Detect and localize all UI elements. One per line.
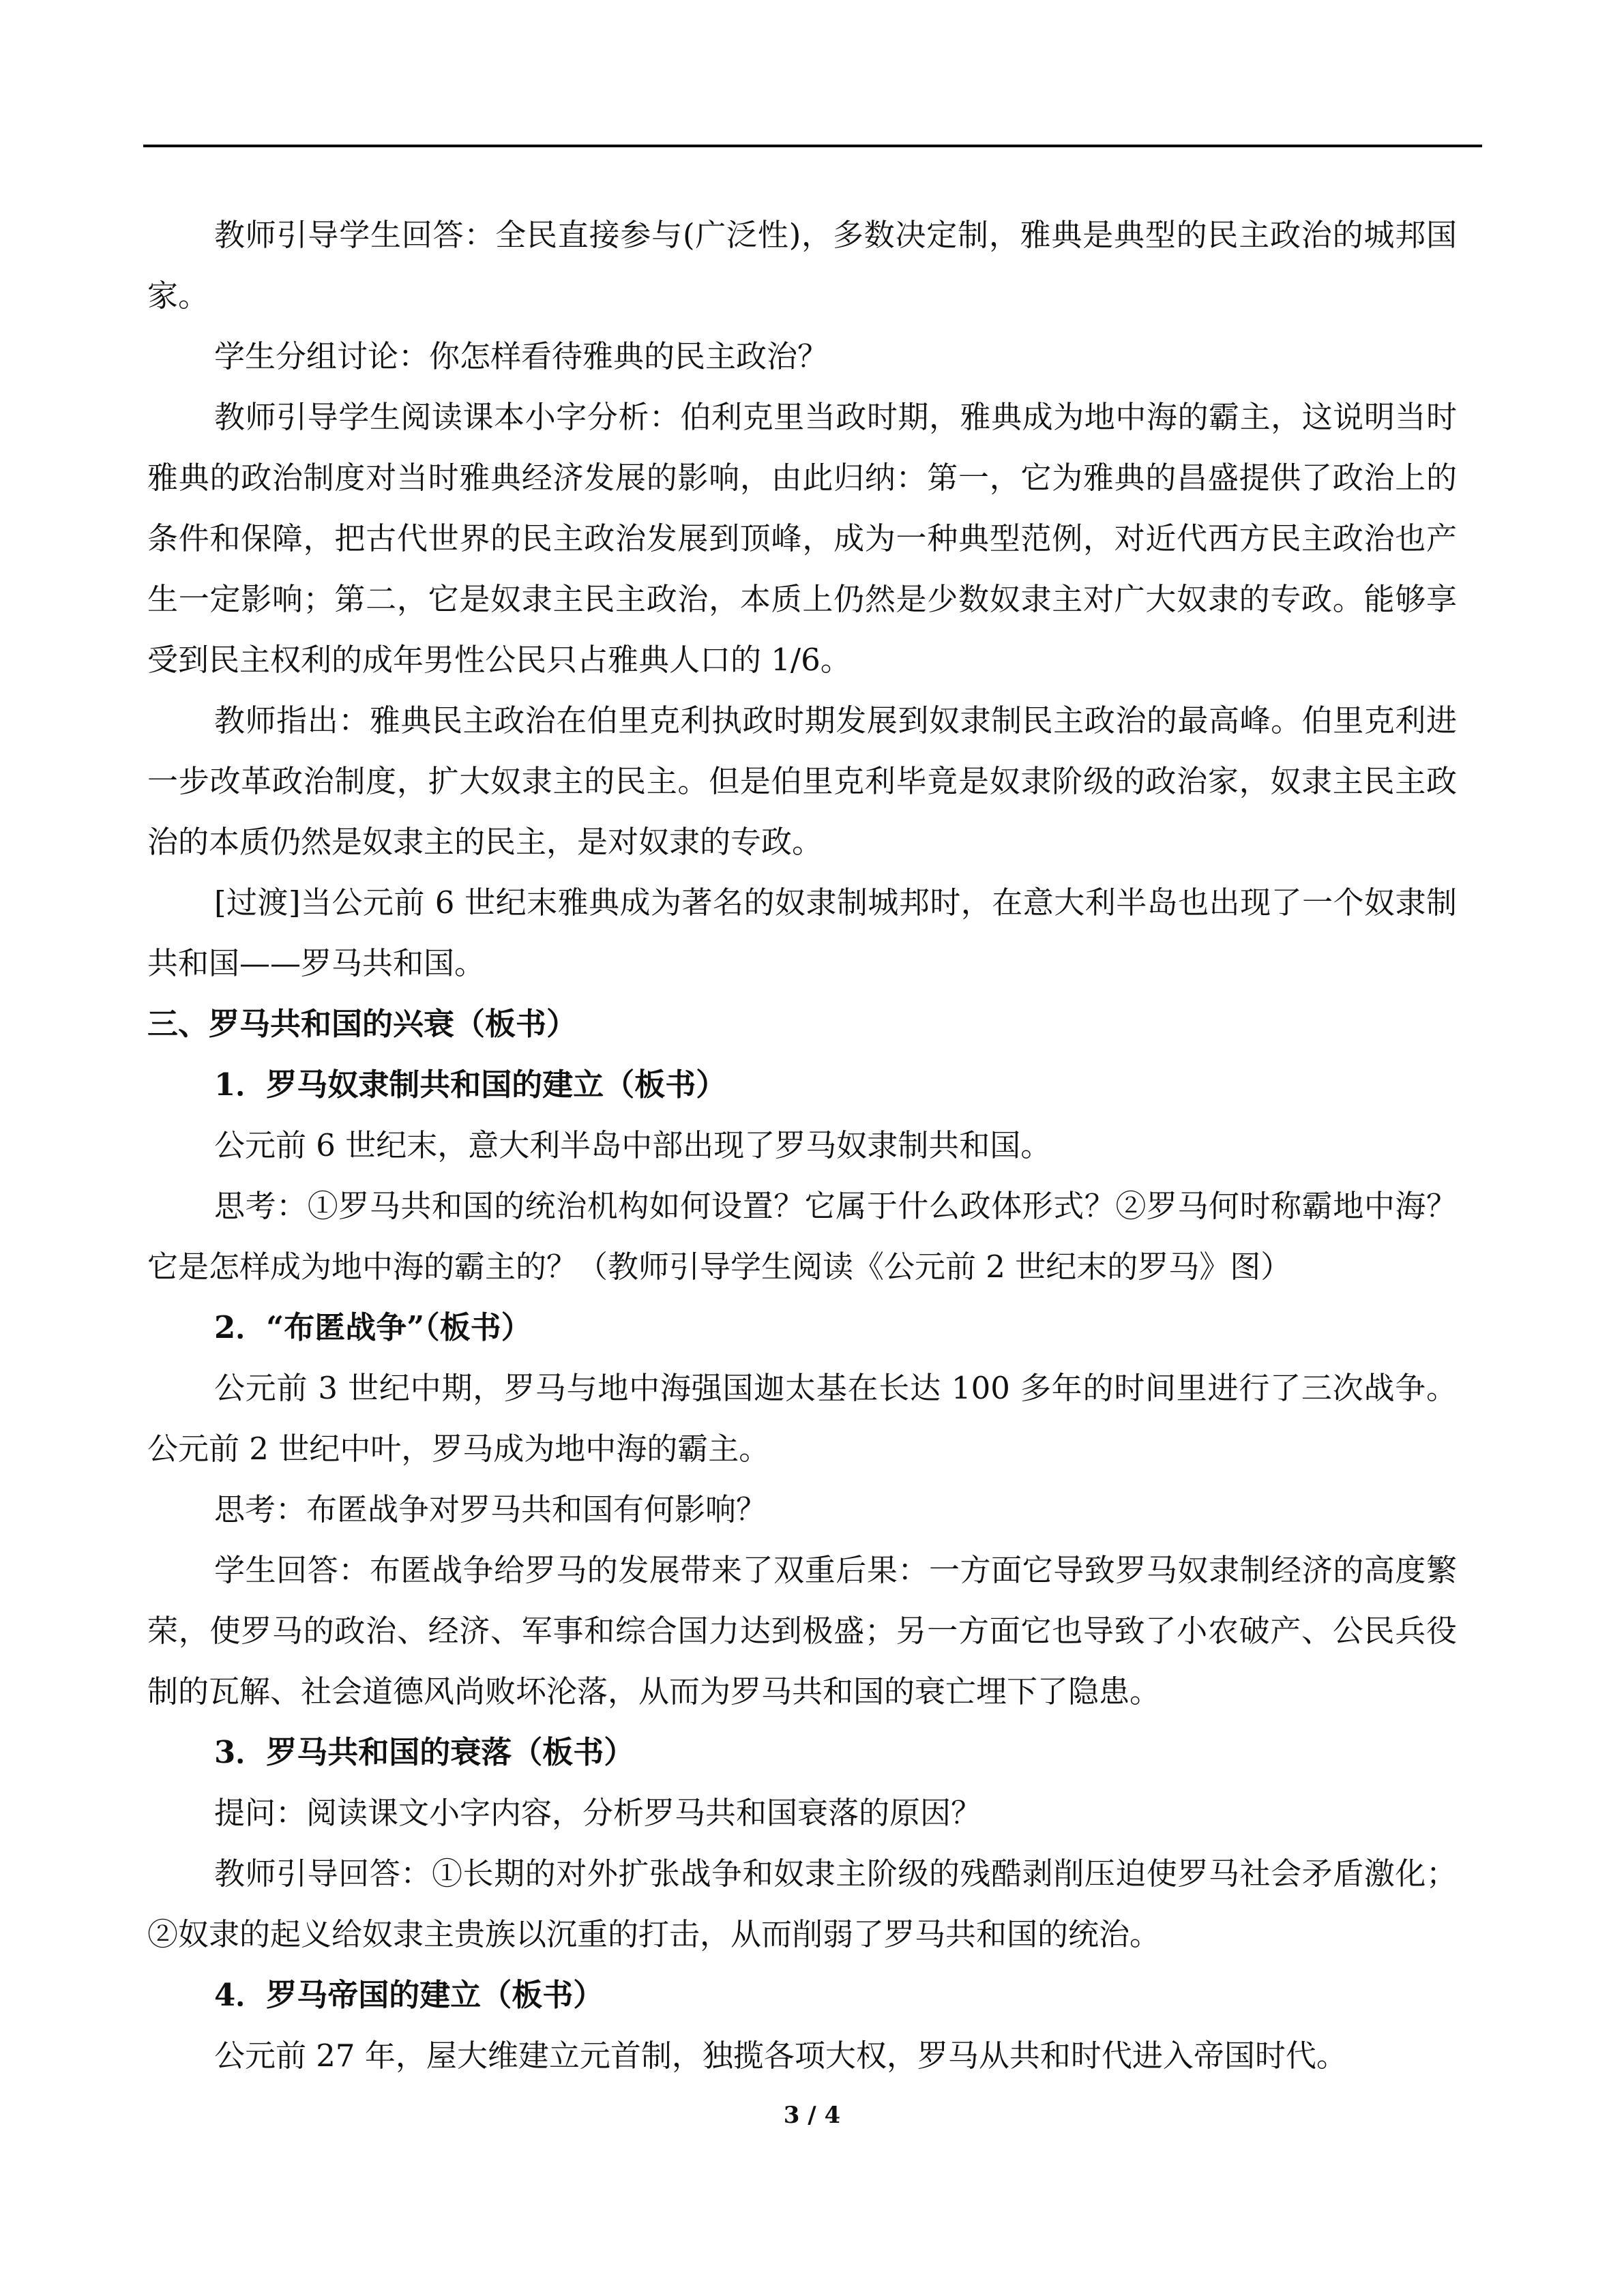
- page-number: 3 / 4: [783, 2102, 841, 2129]
- section-heading-roman-republic: 三、罗马共和国的兴衰（板书）: [147, 1006, 578, 1042]
- header-rule: [143, 145, 1482, 147]
- subheading-punic-wars: 2．“布匿战争”（板书）: [214, 1309, 532, 1345]
- paragraph-transition: [过渡]当公元前 6 世纪末雅典成为著名的奴隶制城邦时，在意大利半岛也出现了一个奴隶制共和国——罗马共和国。: [147, 884, 1457, 981]
- document-body: [147, 205, 1457, 2086]
- subheading-republic-decline: 3．罗马共和国的衰落（板书）: [214, 1734, 635, 1770]
- paragraph-teacher-notes: 教师指出：雅典民主政治在伯里克利执政时期发展到奴隶制民主政治的最高峰。伯里克利进一步改革政治制度，扩大奴隶主的民主。但是伯里克利毕竟是奴隶阶级的政治家，奴隶主民主政治的本质仍然是奴隶主的民主，是对奴隶的专政。: [147, 702, 1457, 860]
- paragraph-empire-founding: 公元前 27 年，屋大维建立元首制，独揽各项大权，罗马从共和时代进入帝国时代。: [214, 2038, 1347, 2074]
- paragraph-punic-wars: 公元前 3 世纪中期，罗马与地中海强国迦太基在长达 100 多年的时间里进行了三次战争。公元前 2 世纪中叶，罗马成为地中海的霸主。: [147, 1370, 1457, 1467]
- paragraph-republic-founding: 公元前 6 世纪末，意大利半岛中部出现了罗马奴隶制共和国。: [214, 1127, 1052, 1163]
- paragraph-teacher-guided-answer: 教师引导学生回答：全民直接参与(广泛性)，多数决定制，雅典是典型的民主政治的城邦国家。: [147, 217, 1457, 314]
- subheading-republic-founding: 1．罗马奴隶制共和国的建立（板书）: [214, 1067, 727, 1103]
- paragraph-teacher-answer-decline: 教师引导回答：①长期的对外扩张战争和奴隶主阶级的残酷剥削压迫使罗马社会矛盾激化；②奴隶的起义给奴隶主贵族以沉重的打击，从而削弱了罗马共和国的统治。: [147, 1855, 1457, 1952]
- paragraph-student-answer: 学生回答：布匿战争给罗马的发展带来了双重后果：一方面它导致罗马奴隶制经济的高度繁荣，使罗马的政治、经济、军事和综合国力达到极盛；另一方面它也导致了小农破产、公民兵役制的瓦解、社会道德风尚败坏沦落，从而为罗马共和国的衰亡埋下了隐患。: [147, 1552, 1457, 1710]
- paragraph-question-decline: 提问：阅读课文小字内容，分析罗马共和国衰落的原因？: [214, 1795, 982, 1831]
- paragraph-think-question-1: 思考：①罗马共和国的统治机构如何设置？它属于什么政体形式？②罗马何时称霸地中海？它是怎样成为地中海的霸主的？（教师引导学生阅读《公元前 2 世纪末的罗马》图）: [147, 1188, 1457, 1285]
- paragraph-think-question-2: 思考：布匿战争对罗马共和国有何影响？: [214, 1491, 767, 1527]
- paragraph-group-discussion: 学生分组讨论：你怎样看待雅典的民主政治？: [214, 338, 829, 374]
- subheading-empire-founding: 4．罗马帝国的建立（板书）: [214, 1977, 604, 2013]
- paragraph-reading-analysis: 教师引导学生阅读课本小字分析：伯利克里当政时期，雅典成为地中海的霸主，这说明当时雅典的政治制度对当时雅典经济发展的影响，由此归纳：第一，它为雅典的昌盛提供了政治上的条件和保障，把古代世界的民主政治发展到顶峰，成为一种典型范例，对近代西方民主政治也产生一定影响；第二，它是奴隶主民主政治，本质上仍然是少数奴隶主对广大奴隶的专政。能够享受到民主权利的成年男性公民只占雅典人口的 1/6。: [147, 399, 1457, 678]
